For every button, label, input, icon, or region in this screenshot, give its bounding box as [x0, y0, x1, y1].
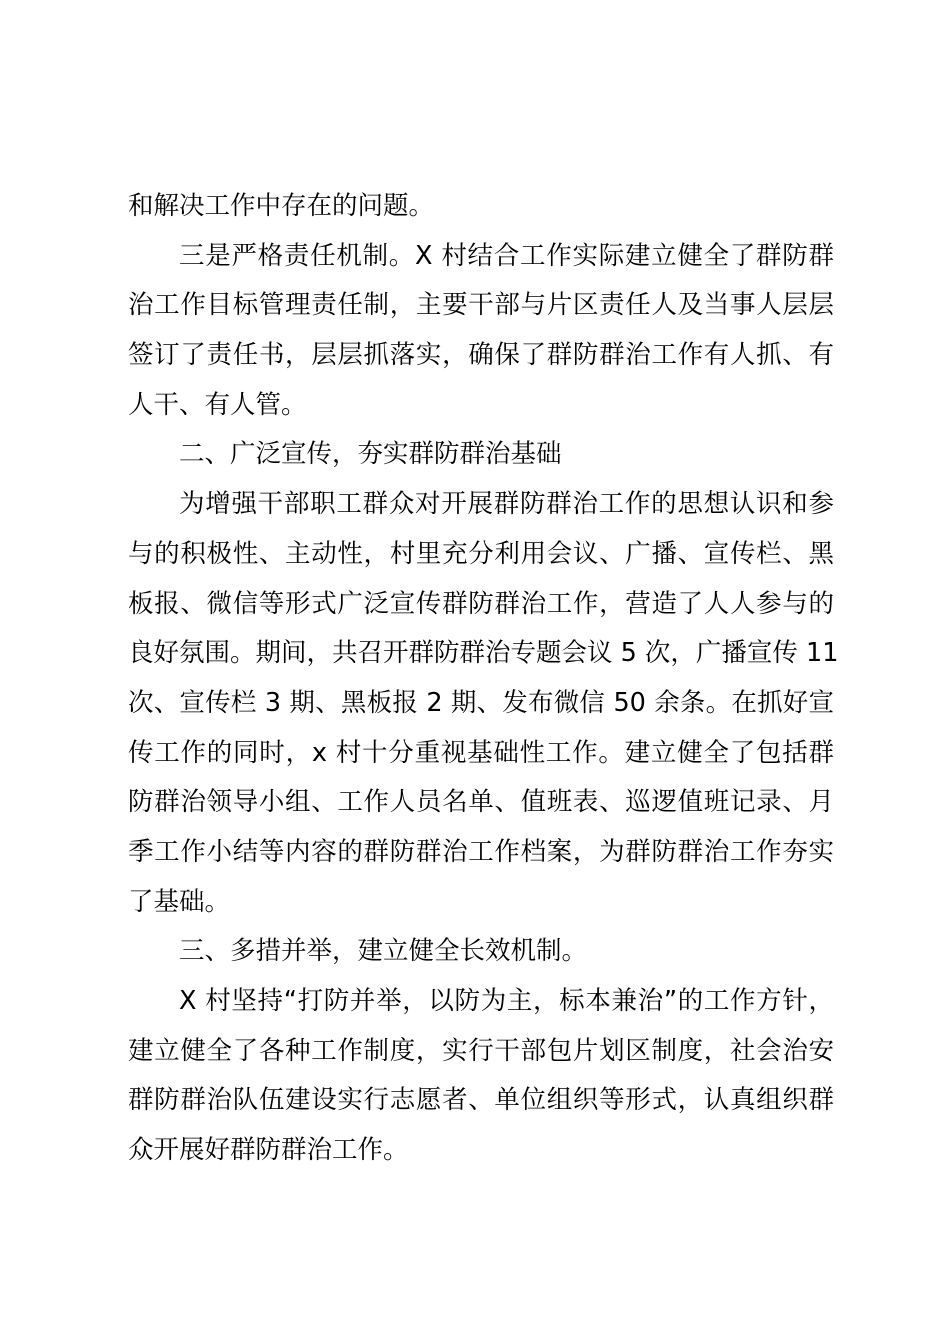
paragraph — [128, 182, 834, 232]
text-line: 良好氛围。期间，共召开群防群治专题会议 5 次，广播宣传 11 — [128, 638, 839, 669]
text-line: 季工作小结等内容的群防群治工作档案，为群防群治工作夯实 — [128, 836, 834, 867]
text-line: 为增强干部职工群众对开展群防群治工作的思想认识和参 — [179, 489, 834, 520]
text-line: 传工作的同时，x 村十分重视基础性工作。建立健全了包括群 — [128, 737, 834, 768]
text-line: 建立健全了各种工作制度，实行干部包片划区制度，社会治安 — [128, 1035, 834, 1066]
text-line: 防群治领导小组、工作人员名单、值班表、巡逻值班记录、月 — [128, 787, 834, 818]
text-line: 了基础。 — [128, 886, 231, 917]
text-line: 三是严格责任机制。X 村结合工作实际建立健全了群防群 — [179, 240, 834, 271]
section-heading — [128, 927, 834, 977]
text-line: 和解决工作中存在的问题。 — [128, 191, 435, 221]
text-line: 三、多措并举，建立健全长效机制。 — [179, 936, 588, 967]
text-line: 次、宣传栏 3 期、黑板报 2 期、发布微信 50 余条。在抓好宣 — [128, 687, 834, 718]
text-line: 签订了责任书，层层抓落实，确保了群防群治工作有人抓、有 — [128, 340, 834, 371]
text-line: 群防群治队伍建设实行志愿者、单位组织等形式，认真组织群 — [128, 1085, 834, 1116]
text-line: 治工作目标管理责任制，主要干部与片区责任人及当事人层层 — [128, 290, 834, 321]
paragraph — [128, 232, 834, 431]
document-body — [128, 182, 839, 1176]
paragraph — [128, 480, 839, 927]
text-line: 二、广泛宣传，夯实群防群治基础 — [179, 439, 562, 470]
text-line: 板报、微信等形式广泛宣传群防群治工作，营造了人人参与的 — [128, 588, 834, 619]
text-line: X 村坚持“打防并举，以防为主，标本兼治”的工作方针， — [179, 986, 834, 1016]
section-heading — [128, 430, 834, 480]
text-line: 众开展好群防群治工作。 — [128, 1135, 409, 1166]
text-line: 人干、有人管。 — [128, 389, 307, 420]
paragraph — [128, 977, 834, 1176]
text-line: 与的积极性、主动性，村里充分利用会议、广播、宣传栏、黑 — [128, 538, 834, 569]
